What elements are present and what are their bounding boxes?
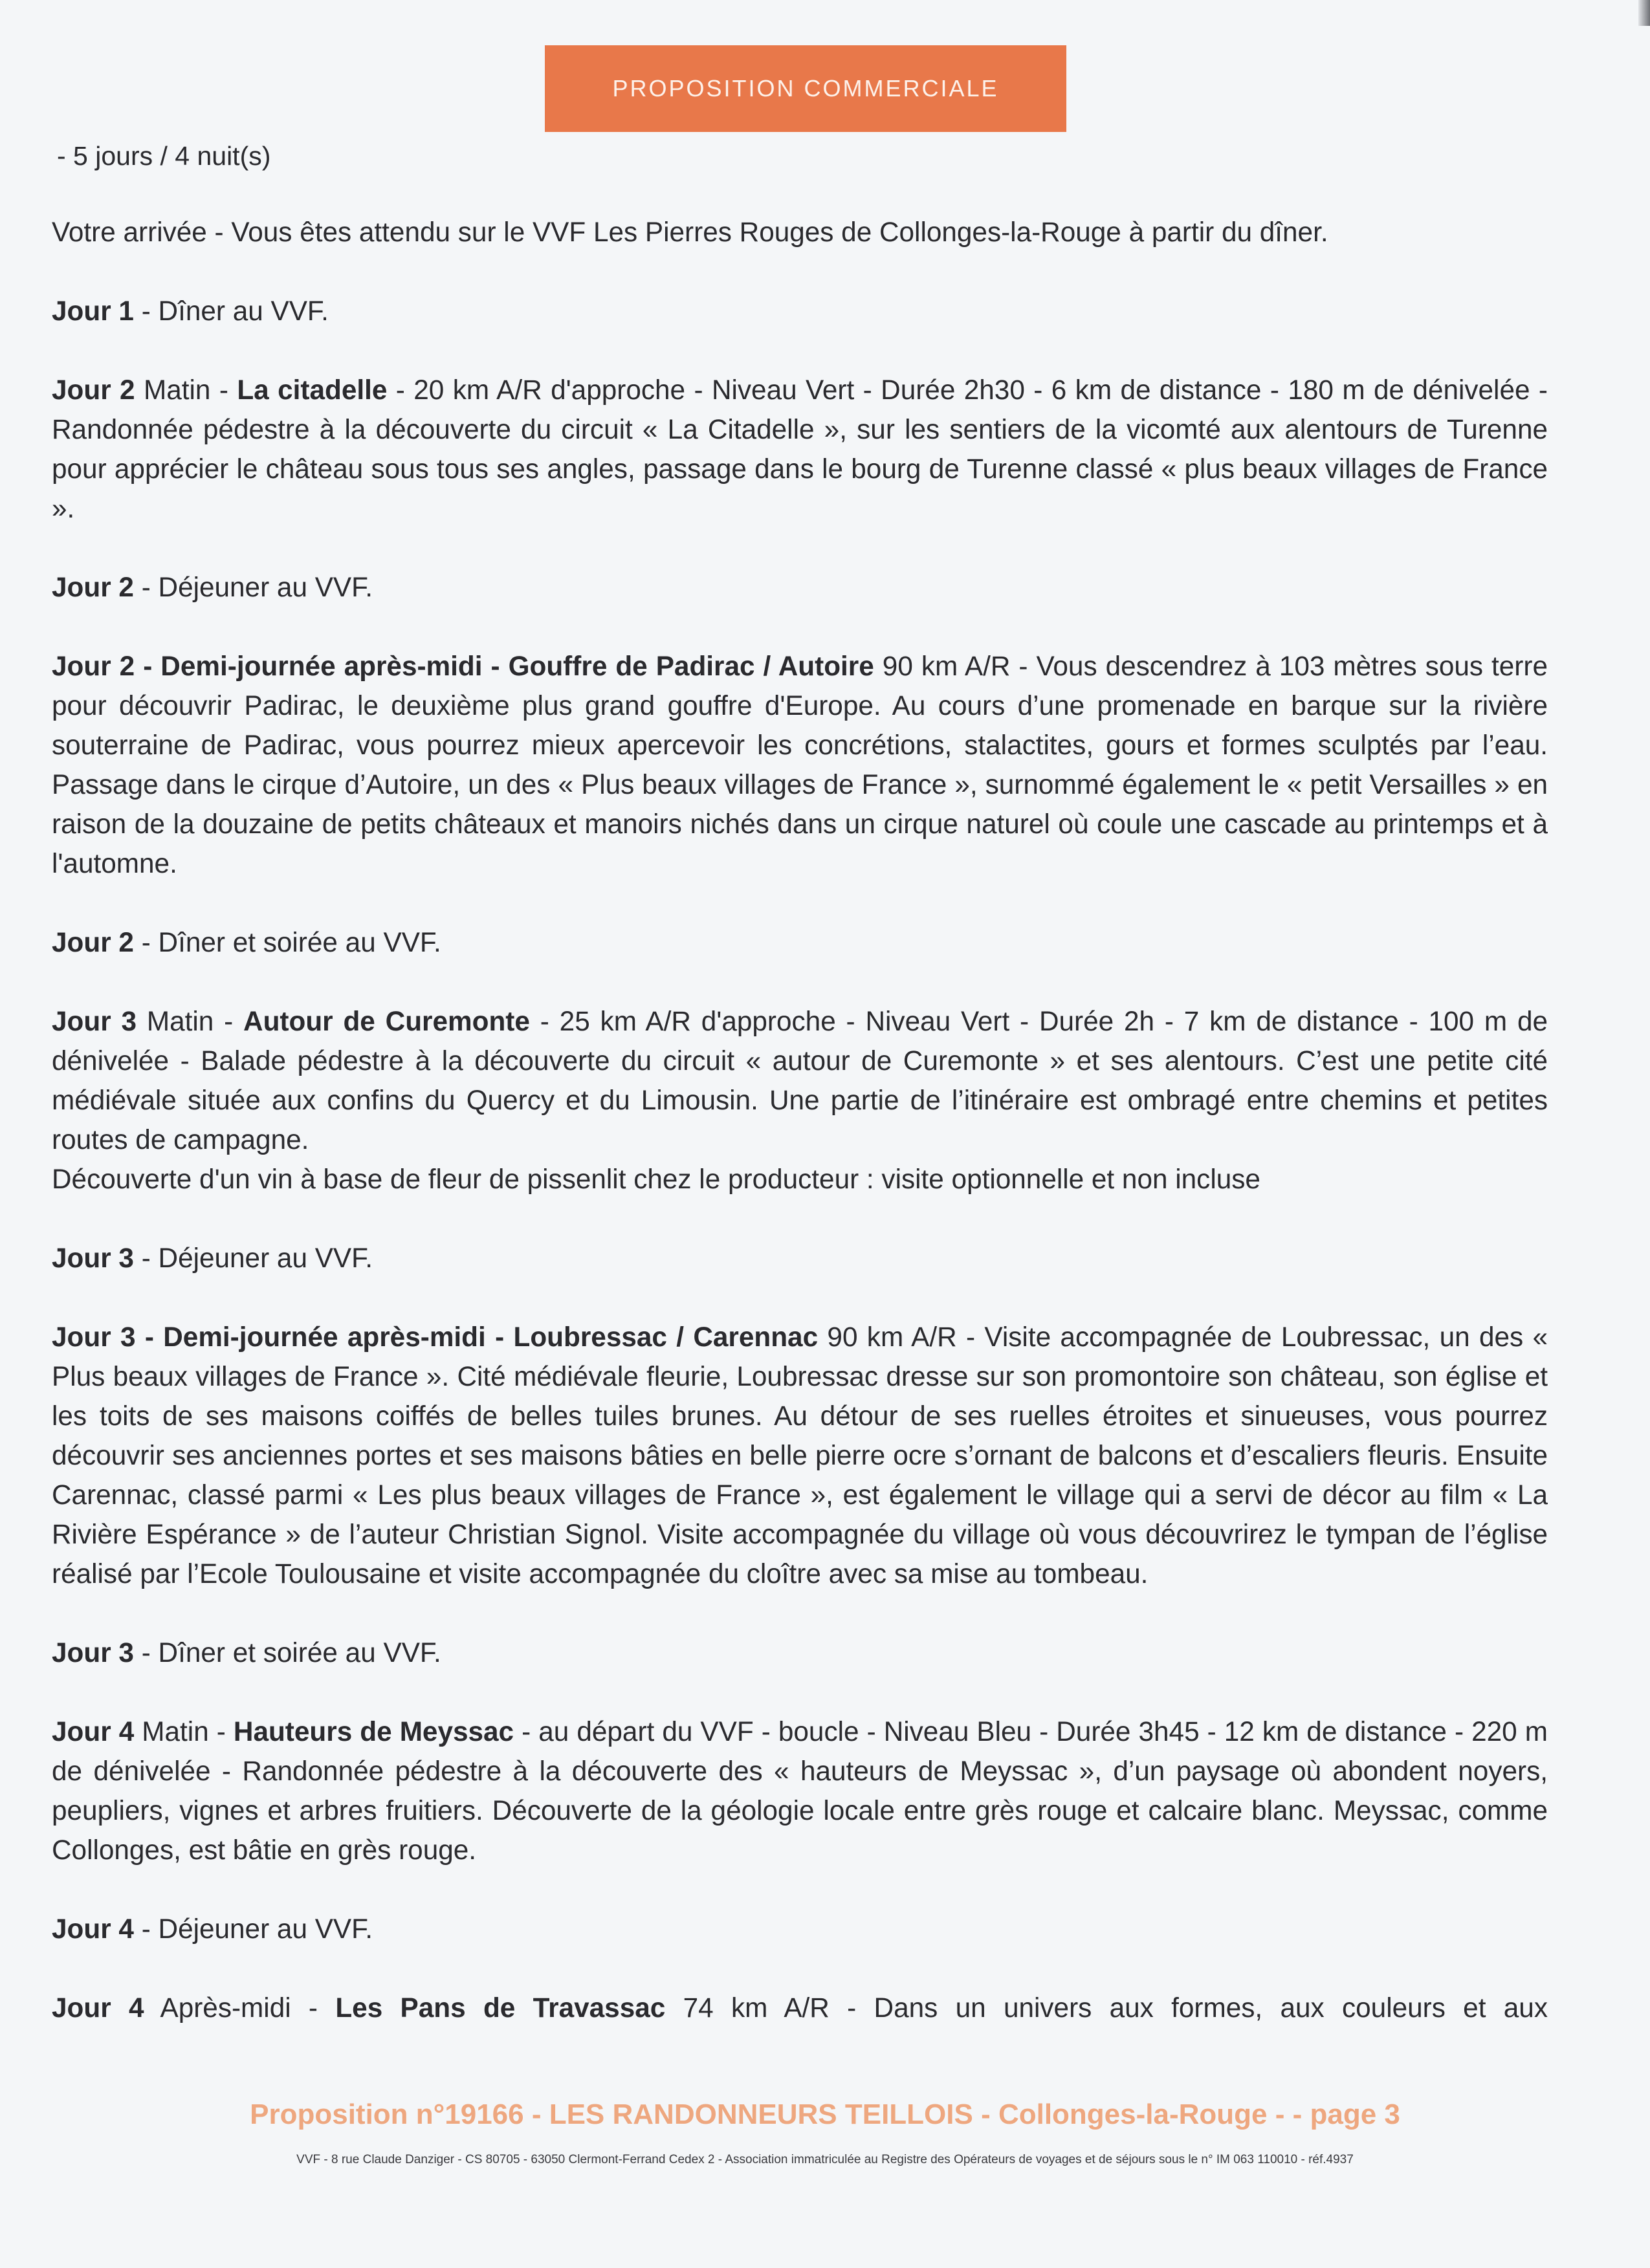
day-text: 90 km A/R - Vous descendrez à 103 mètres sous terre pour découvrir Padirac, le deuxième plus grand gouffre d'Europe. Au cours d’une promenade en barque sur la rivière souterraine de Padirac, vous pourrez mieux apercevoir les concrétions, stalactites, gours et formes sculptés par l’eau. Passage dans le cirque d’Autoire, un des « Plus beaux villages de France », surnommé également le « petit Versailles » en raison de la douzaine de petits châteaux et manoirs nichés dans un cirque naturel où coule une cascade au printemps et à l'automne. bbox=[52, 651, 1548, 878]
scan-edge-shadow bbox=[1638, 0, 1650, 26]
day-label: Jour 2 bbox=[52, 651, 135, 681]
day-2-morning-hike bbox=[52, 370, 1548, 528]
day-label: Jour 2 bbox=[52, 375, 135, 405]
day-label: Jour 4 bbox=[52, 1992, 144, 2023]
activity-title: Loubressac / Carennac bbox=[513, 1322, 819, 1352]
day-2-dinner bbox=[52, 922, 1548, 962]
day-period: Matin - bbox=[137, 1006, 244, 1036]
footer-proposal-title: Proposition n°19166 - LES RANDONNEURS TEILLOIS - Collonges-la-Rouge - - page 3 bbox=[250, 2099, 1400, 2130]
activity-title: Autour de Curemonte bbox=[243, 1006, 530, 1036]
itinerary-body bbox=[52, 212, 1548, 2027]
day-2-afternoon-visit bbox=[52, 646, 1548, 883]
day-4-afternoon-visit bbox=[52, 1988, 1548, 2027]
day-text: - Dîner et soirée au VVF. bbox=[133, 927, 441, 957]
day-label: Jour 2 bbox=[52, 572, 134, 602]
day-period: Après-midi - bbox=[144, 1992, 336, 2023]
day-3-dinner bbox=[52, 1633, 1548, 1672]
header-banner: PROPOSITION COMMERCIALE bbox=[545, 45, 1066, 132]
day-label: Jour 3 bbox=[52, 1322, 136, 1352]
day-period: - Demi-journée après-midi - bbox=[135, 651, 509, 681]
day-text: 74 km A/R - Dans un univers aux formes, aux couleurs et aux bbox=[665, 1992, 1548, 2023]
day-text: - 20 km A/R d'approche - Niveau Vert - Durée 2h30 - 6 km de distance - 180 m de dénivelée - Randonnée pédestre à la découverte du circuit « La Citadelle », sur les sentiers de la vicomté aux alentours de Turenne pour apprécier le château sous tous ses angles, passage dans le bourg de Turenne classé « plus beaux villages de France ». bbox=[52, 375, 1548, 523]
day-text: - Déjeuner au VVF. bbox=[133, 1243, 373, 1273]
day-3-morning-hike bbox=[52, 1001, 1548, 1199]
footer-legal-notice: VVF - 8 rue Claude Danziger - CS 80705 - 63050 Clermont-Ferrand Cedex 2 - Association immatriculée au Registre des Opérateurs de voyages et de séjours sous le n° IM 063 110010 - réf.4937 bbox=[296, 2153, 1354, 2166]
activity-title: Gouffre de Padirac / Autoire bbox=[508, 651, 874, 681]
day-3-lunch bbox=[52, 1238, 1548, 1278]
day-text: - au départ du VVF - boucle - Niveau Bleu - Durée 3h45 - 12 km de distance - 220 m de dénivelée - Randonnée pédestre à la découverte des « hauteurs de Meyssac », d’un paysage où abondent noyers, peupliers, vignes et arbres fruitiers. Découverte de la géologie locale entre grès rouge et calcaire blanc. Meyssac, comme Collonges, est bâtie en grès rouge. bbox=[52, 1716, 1548, 1865]
activity-title: Les Pans de Travassac bbox=[335, 1992, 666, 2023]
day-label: Jour 4 bbox=[52, 1716, 135, 1747]
day-period: Matin - bbox=[134, 1716, 234, 1747]
day-2-lunch bbox=[52, 567, 1548, 607]
day-text: - 25 km A/R d'approche - Niveau Vert - Durée 2h - 7 km de distance - 100 m de dénivelée - Balade pédestre à la découverte du circuit « autour de Curemonte » et ses alentours. C’est une petite cité médiévale située aux confins du Quercy et du Limousin. Une partie de l’itinéraire est ombragé entre chemins et petites routes de campagne. bbox=[52, 1006, 1548, 1155]
day-text: - Dîner au VVF. bbox=[133, 296, 329, 326]
day-1-dinner bbox=[52, 291, 1548, 331]
day-period: Matin - bbox=[135, 375, 237, 405]
day-label: Jour 3 bbox=[52, 1243, 134, 1273]
activity-title: Hauteurs de Meyssac bbox=[233, 1716, 514, 1747]
day-text: - Déjeuner au VVF. bbox=[133, 1914, 373, 1944]
day-period: - Demi-journée après-midi - bbox=[135, 1322, 514, 1352]
day-label: Jour 2 bbox=[52, 927, 134, 957]
activity-title: La citadelle bbox=[237, 375, 388, 405]
arrival-paragraph: Votre arrivée - Vous êtes attendu sur le VVF Les Pierres Rouges de Collonges-la-Rouge à partir du dîner. bbox=[52, 217, 1328, 247]
day-4-lunch bbox=[52, 1909, 1548, 1948]
day-label: Jour 3 bbox=[52, 1006, 137, 1036]
day-label: Jour 3 bbox=[52, 1637, 134, 1668]
day-text: - Déjeuner au VVF. bbox=[133, 572, 373, 602]
day-label: Jour 4 bbox=[52, 1914, 134, 1944]
day-label: Jour 1 bbox=[52, 296, 134, 326]
day-text: - Dîner et soirée au VVF. bbox=[133, 1637, 441, 1668]
day-3-afternoon-visit bbox=[52, 1317, 1548, 1593]
day-text: 90 km A/R - Visite accompagnée de Loubressac, un des « Plus beaux villages de France ». Cité médiévale fleurie, Loubressac dresse sur son promontoire son château, son église et les toits de ses maisons coiffés de belles tuiles brunes. Au détour de ses ruelles étroites et sinueuses, vous pourrez découvrir ses anciennes portes et ses maisons bâties en belle pierre ocre s’ornant de balcons et d’escaliers fleuris. Ensuite Carennac, classé parmi « Les plus beaux villages de France », est également le village qui a servi de décor au film « La Rivière Espérance » de l’auteur Christian Signol. Visite accompagnée du village où vous découvrirez le tympan de l’église réalisé par l’Ecole Toulousaine et visite accompagnée du cloître avec sa mise au tombeau. bbox=[52, 1322, 1548, 1589]
trip-duration: - 5 jours / 4 nuit(s) bbox=[57, 141, 271, 171]
day-4-morning-hike bbox=[52, 1712, 1548, 1870]
optional-visit-note: Découverte d'un vin à base de fleur de pissenlit chez le producteur : visite optionnelle et non incluse bbox=[52, 1164, 1260, 1194]
